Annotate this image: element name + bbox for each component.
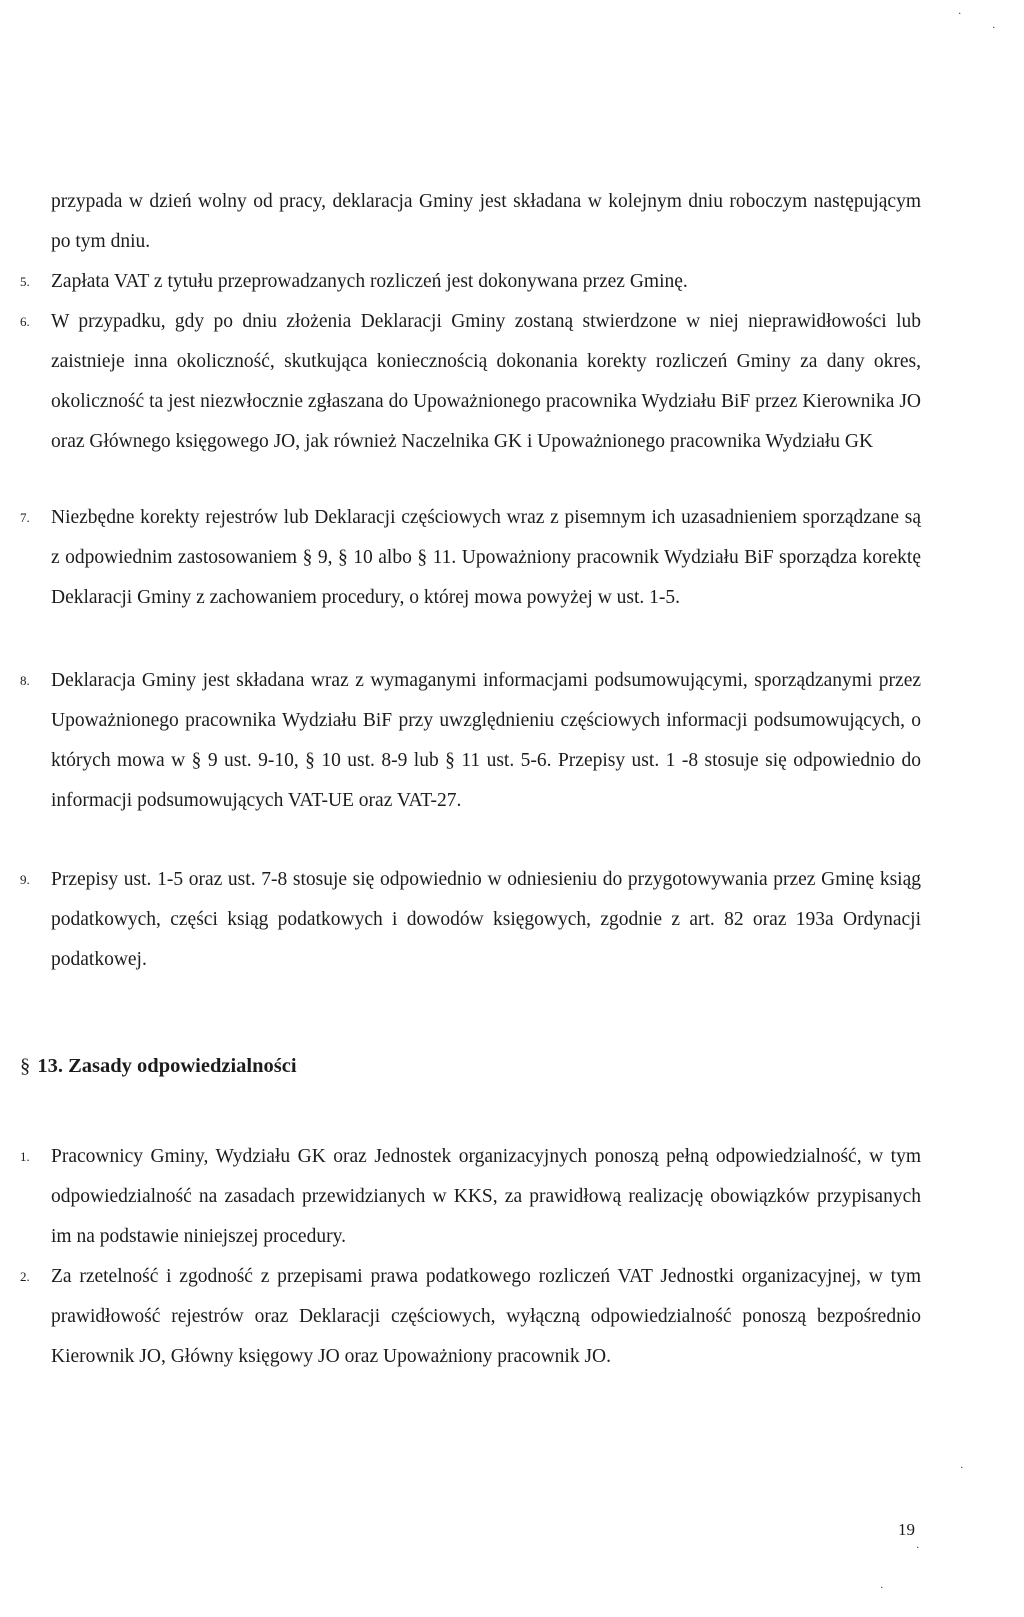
section-paragraph-1: Pracownicy Gminy, Wydziału GK oraz Jednostek organizacyjnych ponoszą pełną odpowiedzialność, w tym odpowiedzialność na zasadach przewidzianych w KKS, za prawidłową realizację obowiązków przypisanych im na podstawie niniejszej procedury.: [51, 1146, 921, 1247]
scan-speck: ·: [916, 1540, 919, 1554]
section-paragraph-number-1: 1.: [20, 1149, 30, 1164]
section-paragraph-2: Za rzetelność i zgodność z przepisami prawa podatkowego rozliczeń VAT Jednostki organizacyjnej, w tym prawidłowość rejestrów oraz Deklaracji częściowych, wyłączną odpowiedzialność ponoszą bezpośrednio Kierownik JO, Główny księgowy JO oraz Upoważniony pracownik JO.: [51, 1266, 921, 1367]
section-heading: [20, 1046, 297, 1086]
paragraph-number-8: 8.: [20, 673, 30, 688]
paragraph-number-7: 7.: [20, 510, 30, 525]
section-title: 13. Zasady odpowiedzialności: [37, 1055, 297, 1077]
paragraph-9: Przepisy ust. 1-5 oraz ust. 7-8 stosuje się odpowiednio w odniesieniu do przygotowywania przez Gminę ksiąg podatkowych, części ksiąg podatkowych i dowodów księgowych, zgodnie z art. 82 oraz 193a Ordynacji podatkowej.: [51, 869, 921, 970]
scan-speck: ·: [880, 1580, 883, 1594]
paragraph-number-5: 5.: [20, 274, 30, 289]
scan-speck: ·: [958, 6, 961, 20]
scan-speck: ·: [992, 20, 995, 34]
paragraph-number-9: 9.: [20, 872, 30, 887]
paragraph-8: Deklaracja Gminy jest składana wraz z wymaganymi informacjami podsumowującymi, sporządzanymi przez Upoważnionego pracownika Wydziału BiF przy uwzględnieniu częściowych informacji podsumowujących, o których mowa w § 9 ust. 9-10, § 10 ust. 8-9 lub § 11 ust. 5-6. Przepisy ust. 1 -8 stosuje się odpowiednio do informacji podsumowujących VAT-UE oraz VAT-27.: [51, 670, 921, 811]
paragraph-5: Zapłata VAT z tytułu przeprowadzanych rozliczeń jest dokonywana przez Gminę.: [51, 271, 688, 292]
section-paragraph-number-2: 2.: [20, 1269, 30, 1284]
scan-speck: ·: [960, 1460, 963, 1474]
paragraph-6: W przypadku, gdy po dniu złożenia Deklaracji Gminy zostaną stwierdzone w niej nieprawidłowości lub zaistnieje inna okoliczność, skutkująca koniecznością dokonania korekty rozliczeń Gminy za dany okres, okoliczność ta jest niezwłocznie zgłaszana do Upoważnionego pracownika Wydziału BiF przez Kierownika JO oraz Głównego księgowego JO, jak również Naczelnika GK i Upoważnionego pracownika Wydziału GK: [51, 311, 921, 452]
section-symbol: §: [20, 1055, 31, 1077]
paragraph-continuation: przypada w dzień wolny od pracy, deklaracja Gminy jest składana w kolejnym dniu roboczym następującym po tym dniu.: [51, 191, 921, 252]
paragraph-number-6: 6.: [20, 314, 30, 329]
paragraph-7: Niezbędne korekty rejestrów lub Deklaracji częściowych wraz z pisemnym ich uzasadnieniem sporządzane są z odpowiednim zastosowaniem § 9, § 10 albo § 11. Upoważniony pracownik Wydziału BiF sporządza korektę Deklaracji Gminy z zachowaniem procedury, o której mowa powyżej w ust. 1-5.: [51, 507, 921, 608]
page-number: 19: [898, 1520, 915, 1539]
